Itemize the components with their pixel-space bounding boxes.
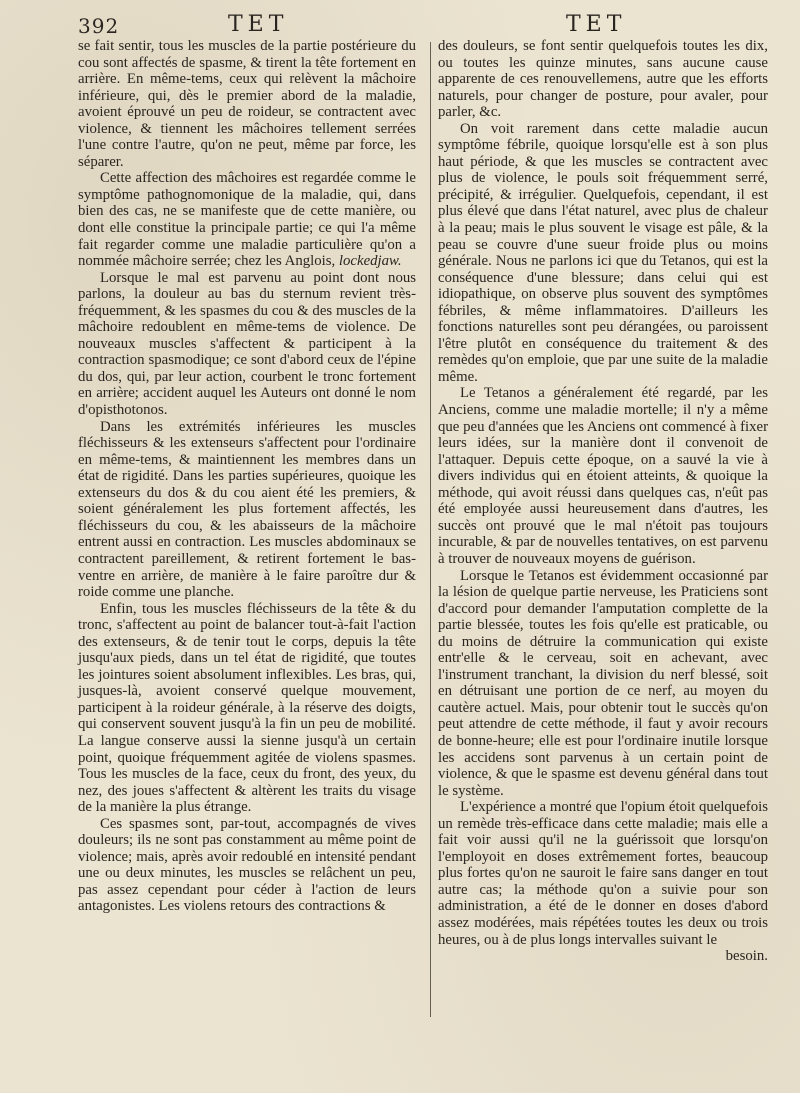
paragraph: Lorsque le mal est parvenu au point dont nous parlons, la douleur au bas du sternum revient très-fréquemment, & les spasmes du cou & des muscles de la mâchoire redoublent en même-tems de violence. De nouveaux muscles s'affectent & participent à la contraction spasmodique; ce sont d'abord ceux de l'épine du dos, qui, par leur action, courbent le tronc fortement en arrière; accident auquel les Auteurs ont donné le nom d'opisthotonos. <box>78 269 416 419</box>
running-header <box>78 10 780 38</box>
right-column <box>438 38 768 965</box>
paragraph <box>78 170 416 269</box>
paragraph: Le Tetanos a généralement été regardé, par les Anciens, comme une maladie mortelle; il n'y a même que peu d'années que les Anciens ont commencé à fixer leurs idées, sur la manière dont il convenoit de l'attaquer. Depuis cette époque, on a sauvé la vie à divers individus qui en étoient atteints, & quoique la méthode, qui avoit réussi dans quelques cas, n'eût pas été employée aussi heureusement dans d'autres, les succès ont prouvé que le mal n'étoit pas toujours incurable, & par de nouvelles tentatives, on est parvenu à trouver de nouveaux moyens de guérison. <box>438 385 768 567</box>
left-column <box>78 38 416 915</box>
paragraph: Ces spasmes sont, par-tout, accompagnés de vives douleurs; ils ne sont pas constamment au même point de violence; mais, après avoir redoublé en intensité pendant une ou deux minutes, les muscles se relâchent un peu, pas assez cependant pour céder à l'action de leurs antagonistes. Les violens retours des contractions & <box>78 815 416 915</box>
paragraph: On voit rarement dans cette maladie aucun symptôme fébrile, quoique lorsqu'elle est à son plus haut période, & que les muscles se contractent avec plus de violence, le pouls soit fréquemment serré, précipité, & irrégulier. Quelquefois, cependant, il est plus élevé que dans l'état naturel, avec plus de chaleur à la peau; mais le plus souvent le visage est pâle, & la peau se couvre d'une sueur froide plus ou moins générale. Nous ne parlons ici que du Tetanos, qui est la conséquence d'une blessure; dans celui qui est idiopathique, on observe plus souvent des symptômes fébriles, & même inflammatoires. D'ailleurs les fonctions naturelles sont peu dérangées, ou paroissent l'être plutôt en conséquence du traitement & des remèdes qu'on emploie, que par une suite de la maladie même. <box>438 120 768 385</box>
paragraph: Lorsque le Tetanos est évidemment occasionné par la lésion de quelque partie nerveuse, les Praticiens sont d'accord pour demander l'amputation complette de la partie blessée, toutes les fois qu'elle est praticable, ou du moins de détruire la communication qui existe entr'elle & le cerveau, soit en achevant, avec l'instrument tranchant, la division du nerf blessé, soit en détruisant une portion de ce nerf, au moyen du cautère actuel. Mais, pour obtenir tout le succès qu'on peut attendre de cette méthode, il faut y avoir recours de bonne-heure; elle est pour l'ordinaire inutile lorsque les accidens sont parvenus à un certain point de violence, & que le spasme est devenu général dans tout le système. <box>438 567 768 799</box>
paragraph: Dans les extrémités inférieures les muscles fléchisseurs & les extenseurs s'affectent pour l'ordinaire en même-tems, & maintiennent les membres dans un état de rigidité. Dans les parties supérieures, quoique les extenseurs du dos & du cou aient été les premiers, & soient généralement les plus fortement affectés, les fléchisseurs du cou, & les abaisseurs de la mâchoire entrent aussi en contraction. Les muscles abdominaux se contractent pareillement, & retirent fortement le bas-ventre en arrière, de manière à le faire paroître dur & roide comme une planche. <box>78 418 416 601</box>
paragraph: Enfin, tous les muscles fléchisseurs de la tête & du tronc, s'affectent au point de balancer tout-à-fait l'action des extenseurs, & de tenir tout le corps, depuis la tête jusqu'aux pieds, dans un tel état de rigidité, que toutes les jointures soient absolument inflexibles. Les bras, qui, jusques-là, avoient conservé quelque mouvement, participent à la roideur générale, à la réserve des doigts, qui conservent souvent jusqu'à la fin un peu de mobilité. La langue conserve aussi la sienne jusqu'à un certain point, quoique fréquemment agitée de violens spasmes. Tous les muscles de la face, ceux du front, des yeux, du nez, des joues s'affectent & altèrent les traits du visage de la manière la plus étrange. <box>78 600 416 816</box>
headword-right: TET <box>566 12 627 37</box>
paragraph-end: besoin. <box>725 948 768 965</box>
page-number: 392 <box>78 14 120 38</box>
paragraph: se fait sentir, tous les muscles de la partie postérieure du cou sont affectés de spasme, & tirent la tête fortement en arrière. En même-tems, ceux qui relèvent la mâchoire inférieure, qui, dès le premier abord de la maladie, avoient éprouvé un peu de roideur, se contractent avec violence, & tiennent les mâchoires tellement serrées l'une contre l'autre, qu'on ne peut, même par force, les séparer. <box>78 38 416 170</box>
italic-term: lockedjaw. <box>338 253 402 270</box>
headword-left: TET <box>228 12 289 37</box>
text-columns <box>78 38 768 1083</box>
paragraph-text: Cette affection des mâchoires est regardée comme le symptôme pathognomonique de la maladie, qui, dans bien des cas, ne se manifeste que de cette manière, ou dont elle constitue la principale partie; ce qui l'a même fait regarder comme une maladie particulière qu'on a nommée mâchoire serrée; chez les Anglois, <box>78 170 416 270</box>
paragraph: des douleurs, se font sentir quelquefois toutes les dix, ou toutes les quinze minutes, sans aucune cause apparente de ces renouvellemens, autre que les efforts naturels, pour changer de posture, pour avaler, pour parler, &c. <box>438 38 768 121</box>
paragraph: L'expérience a montré que l'opium étoit quelquefois un remède très-efficace dans cette maladie; mais elle a fait voir aussi qu'il ne la guérissoit que lorsqu'on l'employoit en doses extrêmement fortes, beaucoup plus fortes qu'on ne sauroit le faire sans danger en tout autre cas; la méthode qu'on a suivie pour son administration, a été de le donner en doses d'abord assez modérées, mais répétées toutes les deux ou trois heures, ou à de plus longs intervalles suivant le <box>438 799 768 948</box>
